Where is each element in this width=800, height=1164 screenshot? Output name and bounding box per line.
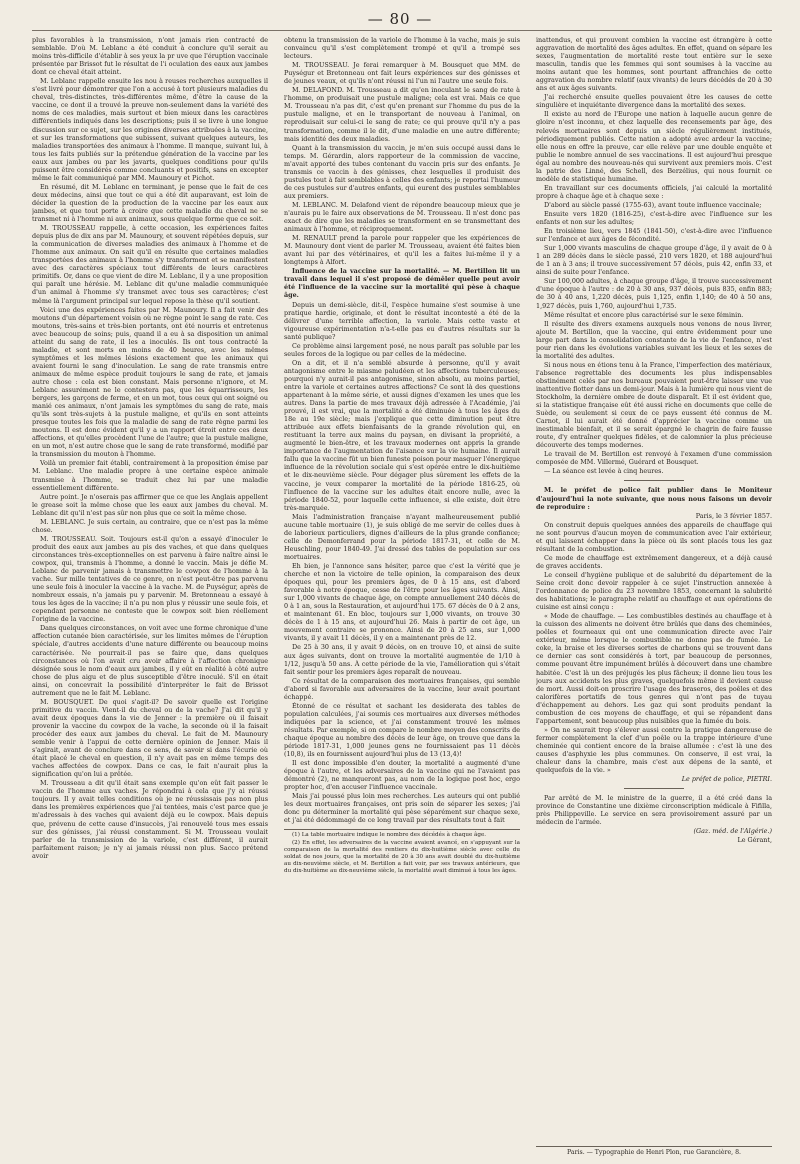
paragraph: Par arrêté de M. le ministre de la guerre, il a été créé dans la province de Constantine une dixième circonscription médicale à Fifilla, près Philippeville. Le service en sera provisoirement assuré par un médecin de l'armée. [536,794,772,827]
paragraph: D'abord au siècle passé (1755-63), avant toute influence vaccinale; [544,200,762,209]
paragraph: M. Trousseau a dit qu'il était sans exemple qu'on eût fait passer le vaccin de l'homme aux vaches. Je répondrai à cela que j'y ai réussi toujours. Il y avait telles conditions où je ne réussissais pas non plus dans les premières expériences que j'ai tentées, mais c'est parce que je m'adressais à des vaches qui avaient déjà eu le cowpox. Mais depuis que, prévenu de cette cause d'insuccès, j'ai renouvelé tous mes essais sur des génisses, j'ai réussi constamment. Si M. Trousseau voulait parler de la transmission de la variole, c'est différent, il aurait parfaitement raison; je n'y ai jamais réussi non plus. Sacco prétend avoir [32,779,268,860]
paragraph: En travaillant sur ces documents officiels, j'ai calculé la mortalité propre à chaque âge et à chaque sexe : [536,183,772,200]
paragraph: Quant à la transmission du vaccin, je m'en suis occupé aussi dans le temps. M. Gérardin, alors rapporteur de la commission de vaccine, m'avait apporté des tubes contenant du vaccin pris sur des enfants. Je transmis ce vaccin à des génisses, chez lesquelles il produisit des pustules tout à fait semblables à celles des enfants; je reportai l'humeur de ces pustules sur d'autres enfants, qui eurent des pustules semblables aux premiers. [284,143,520,200]
paragraph: Il résulte des divers examens auxquels nous venons de nous livrer, ajoute M. Bertillon, que la vaccine, qui entre évidemment pour une large part dans la consolidation constante de la vie de l'enfance, n'est pour rien dans les évolutions variables suivant les lieux et les sexes de la mortalité des adultes. [536,319,772,360]
paragraph: Autre point. Je n'oserais pas affirmer que ce que les Anglais appellent le grease soit la même chose que les eaux aux jambes du cheval. M. Leblanc dit qu'il n'est pas sûr non plus que ce soit la même chose. [32,492,268,517]
paragraph: Il existe au nord de l'Europe une nation à laquelle aucun genre de gloire n'est inconnu, et chez laquelle des recensements par âge, des relevés mortuaires sont depuis un siècle régulièrement institués, périodiquement publiés. Cette nation a adopté avec ardeur la vaccine; elle nous en offre la preuve, car elle relève par une double enquête et publie le nombre annuel de ses vaccinations. Il est aujourd'hui presque égal au nombre des nouveau-nés qui survivent aux premiers mois. C'est la patrie des Linné, des Schell, des Berzélius, qui nous fournit ce modèle de statistique humaine. [536,110,772,183]
paragraph: De 25 à 30 ans, il y avait 9 décès, on en trouve 10, et ainsi de suite aux âges suivants, dont on trouve la mortalité augmentée de 1/10 à 1/12, jusqu'à 50 ans. À cette période de la vie, l'amélioration qui s'était fait sentir pour les premiers âges reparaît de nouveau. [284,643,520,676]
paragraph: M. LEBLANC. M. Delafond vient de répondre beaucoup mieux que je n'aurais pu le faire aux observations de M. Trousseau. Il n'est donc pas exact de dire que les maladies se transforment en se transmettant des animaux à l'homme, et réciproquement. [284,200,520,234]
paragraph: En troisième lieu, vers 1845 (1841-50), c'est-à-dire avec l'influence sur l'enfance et aux âges de fécondité. [536,227,772,244]
paragraph: Depuis un demi-siècle, dit-il, l'espèce humaine s'est soumise à une pratique hardie, originale, et dont le résultat incontesté a été de la délivrer d'une terrible affection, la variole. Mais cette vaste et vigoureuse expérimentation n'a-t-elle pas eu d'autres résultats sur la santé publique? [284,300,520,341]
paragraph: Le travail de M. Bertillon est renvoyé à l'examen d'une commission composée de MM. Villermé, Guérard et Bousquet. [536,450,772,467]
footnote: (1) La table mortuaire indique le nombre des décédés à chaque âge. [292,831,487,838]
gerant-signature: Le Gérant, [737,836,772,845]
paragraph: Étonné de ce résultat et sachant les desiderata des tables de population calculées, j'ai soumis ces mortuaires aux diverses méthodes indiquées par la science, et j'ai constamment trouvé les mêmes résultats. Par exemple, si on compare le nombre moyen des conscrits de chaque époque au nombre des décès de leur âge, on trouve que dans la période 1817-31, 1,000 jeunes gens ne fournissaient pas 11 décès (10,8), ils en fournissent aujourd'hui plus de 13 (13,4)! [284,701,520,759]
paragraph: Voilà un premier fait établi, contrairement à la proposition émise par M. Leblanc. Une maladie propre à une certaine espèce animale transmise à l'homme, se traduit chez lui par une maladie essentiellement différente. [32,459,268,492]
printer-imprint: Paris. — Typographie de Henri Plon, rue Garancière, 8. [567,1149,741,1156]
paragraph: Sur 100,000 adultes, à chaque groupe d'âge, il trouve successivement d'une époque à l'autre : de 20 à 30 ans, 937 décès, puis 835, enfin 883; de 30 à 40 ans, 1,220 décès, puis 1,125, enfin 1,140; de 40 à 50 ans, 1,927 décès, puis 1,760, aujourd'hui 1,735. [536,277,772,310]
separator-rule [624,480,684,481]
paragraph: Même résultat et encore plus caractérisé sur le sexe féminin. [544,310,744,319]
paragraph: M. TROUSSEAU. Soit. Toujours est-il qu'on a essayé d'inoculer le produit des eaux aux jambes au pis des vaches, et que dans quelques circonstances très-exceptionnelles on est parvenu à faire naître ainsi le cowpox, qui, transmis à l'homme, a donné le vaccin. Mais je défie M. Leblanc de parvenir jamais à transmettre le cowpox de l'homme à la vache. Sur mille tentatives de ce genre, on n'est peut-être pas parvenu une seule fois à inoculer la vaccine à la vache. M. de Puységur, après de nombreux essais, n'a jamais pu y parvenir. M. Bretonneau a essayé à tous les âges de la vaccine; il n'a pu non plus y réussir une seule fois, et cependant personne ne conteste que le cowpox soit bien réellement l'origine de la vaccine. [32,534,268,624]
notice-signature: Le préfet de police, PIETRI. [681,775,772,784]
paragraph: M. TROUSSEAU. Je ferai remarquer à M. Bousquet que MM. de Puységur et Bretonneau ont fait leurs expériences sur des génisses et de jeunes veaux, et qu'ils n'ont réussi ni l'un ni l'autre une seule fois. [284,61,520,86]
footnote: (2) En effet, les adversaires de la vaccine avaient avancé, en s'appuyant sur la comparaison de la mortalité des rentiers du dix-huitième siècle avec celle du soldat de nos jours, que la mortalité de 20 à 30 ans avait doublé du dix-huitième au dix-neuvième siècle, et M. Bertillon a fait voir, par ses travaux antérieurs, que du dix-huitième au dix-neuvième siècle, la mortalité avait diminué à tous les âges. [284,839,520,874]
paragraph: Le conseil d'hygiène publique et de salubrité du département de la Seine croit donc devoir rappeler à ce sujet l'instruction annexée à l'ordonnance de police du 23 novembre 1853, concernant la salubrité des habitations; le paragraphe relatif au chauffage et aux opérations de cuisine est ainsi conçu : [536,570,772,612]
paragraph: Mais l'administration française n'ayant malheureusement publié aucune table mortuaire (1), je suis obligé de me servir de celles dues à de laborieux particuliers, dignes d'ailleurs de la plus grande confiance; celle de Demonferrand pour la période 1817-31, et celle de M. Heuschling, pour 1840-49. J'ai dressé des tables de population sur ces mortuaires. [284,512,520,561]
top-rule [32,30,772,31]
paragraph: Ce mode de chauffage est extrêmement dangereux, et a déjà causé de graves accidents. [536,553,772,570]
column-1 [32,36,268,1146]
column-3 [536,36,772,1146]
paragraph: En résumé, dit M. Leblanc en terminant, je pense que le fait de ces deux médecins, ainsi que tout ce qui a été dit auparavant, est loin de décider la question de la production de la vaccine par les eaux aux jambes, et que tout porte à croire que cette maladie du cheval ne se transmet ni à l'homme ni aux animaux, sous quelque forme que ce soit. [32,182,268,224]
paragraph: Ensuite vers 1820 (1816-25), c'est-à-dire avec l'influence sur les enfants et non sur les adultes; [536,209,772,227]
column-2 [284,36,520,1146]
paragraph: M. DELAFOND. M. Trousseau a dit qu'en inoculant le sang de rate à l'homme, on produisait une pustule maligne; cela est vrai. Mais ce que M. Trousseau n'a pas dit, c'est qu'en prenant sur l'homme du pus de la pustule maligne, et en le transportant de nouveau à l'animal, on reproduisait sur celui-ci le sang de rate; ce qui prouve qu'il n'y a pas transformation, comme il le dit, d'une maladie en une autre différente; mais identité des deux maladies. [284,86,520,143]
paragraph: On a dit, et il n'a semblé absurde à personne, qu'il y avait antagonisme entre le miasme paludéen et les affections tuberculeuses; pourquoi n'y aurait-il pas antagonisme, sinon absolu, au moins partiel, entre la variole et certaines autres affections? Ce sont là des questions appartenant à la même série, et aussi dignes d'examen les unes que les autres. Dans la partie de mes travaux déjà adressée à l'Académie, j'ai prouvé, il est vrai, que la mortalité a été diminuée à tous les âges du 18e au 19e siècle; mais j'explique que cette diminution peut être attribuée aux effets bienfaisants de la grande révolution qui, en restituant la terre aux mains du paysan, en divisant la propriété, a augmenté le bien-être, et les travaux modernes ont appris la grande importance de l'augmentation de l'aisance sur la vie humaine. Il aurait fallu que la vaccine fût un bien funeste poison pour masquer l'énergique influence de la révolution sociale qui s'est opérée entre le dix-huitième et le dix-neuvième siècle. Pour dégager plus sûrement les effets de la vaccine, je veux comparer la mortalité de la période 1816-25, où l'influence de la vaccine sur les adultes était encore nulle, avec la période 1840-52, pour laquelle cette influence, si elle existe, doit être très-marquée. [284,358,520,512]
paragraph: Si nous nous en étions tenu à la France, l'imperfection des matériaux, l'absence regrettable des documents les plus indispensables obstinément celés par nos bureaux pouvaient peut-être laisser une vue inattentive flotter dans un demi-jour. Mais à la lumière qui nous vient de Stockholm, la dernière ombre de doute disparaît. Et il est évident que, si la statistique française eût été aussi riche en documents que celle de Suède, ou seulement si ceux de ce pays eussent été connus de M. Carnot, il lui aurait été donné d'apprécier la vaccine comme un inestimable bienfait, et il se serait épargné le chagrin de faire fausse route, d'y entraîner quelques fidèles, et de calomnier la plus précieuse découverte des temps modernes. [536,360,772,450]
paragraph: Ce résultat de la comparaison des mortuaires françaises, qui semble d'abord si favorable aux adversaires de la vaccine, leur avait pourtant échappé. [284,676,520,701]
paragraph: » On ne saurait trop s'élever aussi contre la pratique dangereuse de fermer complètement la clef d'un poêle ou la trappe intérieure d'une cheminée qui contient encore de la braise allumée : c'est là une des causes d'asphyxie les plus communes. On conserve, il est vrai, la chaleur dans la chambre, mais c'est aux dépens de la santé, et quelquefois de la vie. » [536,725,772,775]
paragraph: Mais j'ai poussé plus loin mes recherches. Les auteurs qui ont publié les deux mortuaires françaises, ont pris soin de séparer les sexes; j'ai donc pu déterminer la mortalité qui pèse séparément sur chaque sexe, et j'ai été dédommagé de ce long travail par des résultats tout à fait [284,792,520,825]
section-heading-paragraph: Influence de la vaccine sur la mortalité. — M. Bertillon lit un travail dans lequel il s'est proposé de démêler quelle peut avoir été l'influence de la vaccine sur la mortalité qui pèse à chaque âge. [284,267,520,300]
imprint-rule [536,1146,772,1147]
paragraph: Ce problème ainsi largement posé, ne nous paraît pas soluble par les seules forces de la logique ou par celles de la médecine. [284,341,520,358]
paragraph: Voici une des expériences faites par M. Maunoury. Il a fait venir des moutons d'un département voisin où ne règne point le sang de rate. Ces moutons, très-sains et très-bien portants, ont été nourris et entretenus avec beaucoup de soins; puis, quand il a eu à sa disposition un animal atteint du sang de rate, il les a inoculés. Ils ont tous contracté la maladie, et sont morts en moins de 40 heures, avec les mêmes symptômes et les mêmes lésions exactement que les animaux qui avaient fourni le sang d'inoculation. Le sang de rate transmis entre animaux de même espèce produit toujours le sang de rate, et jamais autre chose : cela est bien constant. Mais personne n'ignore, et M. Leblanc assurément ne le contestera pas, que les équarrisseurs, les bergers, les garçons de ferme, et en un mot, tous ceux qui ont soigné ou manié ces animaux, n'ont jamais les symptômes du sang de rate, mais qu'ils sont très-sujets à la pustule maligne, et qu'ils en sont atteints presque toutes les fois que la maladie de sang de rate règne parmi les moutons. Il est donc évident qu'il y a un rapport étroit entre ces deux affections, et qu'elles procèdent l'une de l'autre; que la pustule maligne, en un mot, n'est autre chose que le sang de rate transformé, modifié par la transmission du mouton à l'homme. [32,305,268,459]
notice-intro: M. le préfet de police fait publier dans le Moniteur d'aujourd'hui la note suivante, que nous nous faisons un devoir de reproduire : [536,486,772,511]
paragraph: Dans quelques circonstances, on voit avec une forme chronique d'une affection cutanée bien caractérisée, sur les limites mêmes de l'éruption spéciale, d'autres accidents d'une nature différente ou beaucoup moins caractérisée. Ne pourrait-il pas se faire que, dans quelques circonstances où l'on avait cru avoir affaire à l'affection chronique désignée sous le nom d'eaux aux jambes, il y eût en réalité à côté autre chose de plus aigu et de plus susceptible d'être inoculé. S'il en était ainsi, on concevrait la possibilité d'interpréter le fait de Brissot autrement que ne le fait M. Leblanc. [32,624,268,697]
paragraph: M. LEBLANC. Je suis certain, au contraire, que ce n'est pas la même chose. [32,517,268,534]
paragraph: Eh bien, je l'annonce sans hésiter, parce que c'est la vérité que je cherche et non la victoire de telle opinion, la comparaison des deux époques qui, pour les premiers âges, de 0 à 15 ans, est d'abord favorable à notre époque, cesse de l'être pour les âges suivants. Ainsi, sur 1,000 vivants de chaque âge, on compte annuellement 240 décès de 0 à 1 an, sous la Restauration, et aujourd'hui 175. 67 décès de 0 à 2 ans, et maintenant 61. En bloc, toujours sur 1,000 vivants, on trouve 30 décès de 1 à 15 ans, et aujourd'hui 26. Mais à partir de cet âge, un mouvement contraire se prononce. Ainsi de 20 à 25 ans, sur 1,000 vivants, il y avait 11 décès, il y en a maintenant près de 12. [284,562,520,643]
separator-rule [624,788,684,789]
source-citation: (Gaz. méd. de l'Algérie.) [693,827,772,836]
paragraph: Sur 1,000 vivants masculins de chaque groupe d'âge, il y avait de 0 à 1 an 289 décès dans le siècle passé, 210 vers 1820, et 188 aujourd'hui de 1 an à 3 ans; il trouve successivement 57 décès, puis 42, enfin 33, et ainsi de suite pour l'enfance. [536,244,772,277]
paragraph: M. TROUSSEAU rappelle, à cette occasion, les expériences faites depuis plus de dix ans par M. Maunoury, et souvent répétées depuis, sur la communication de diverses maladies des animaux à l'homme et de l'homme aux animaux. On sait qu'il en résulte que certaines maladies transportées des animaux à l'homme s'y transforment et se manifestent avec des caractères spéciaux tout différents de leurs caractères primitifs. Or, dans ce que vient de dire M. Leblanc, il y a une proposition qui paraît une hérésie. M. Leblanc dit qu'une maladie communiquée d'un animal à l'homme s'y transmet avec tous ses caractères; c'est même là l'argument principal sur lequel repose la thèse qu'il soutient. [32,224,268,305]
page-number: — 80 — [367,10,433,28]
paragraph: M. Leblanc rappelle ensuite les nou à reuses recherches auxquelles il s'est livré pour démontrer que l'on a accusé à tort plusieurs maladies du cheval, très-distinctes, très-différentes même, d'être la cause de la vaccine, ce dont il a trouvé la preuve non-seulement dans la variété des noms de ces maladies, mais surtout et bien mieux dans les caractères différentiels indiqués dans les descriptions; puis il se livre à une longue discussion sur ce sujet, sur les origines diverses attribuées à la vaccine, et sur les transformations que subissent, suivant quelques auteurs, les maladies transportées des animaux à l'homme. Il manque, suivant lui, à tous les faits publiés sur la prétendue génération de la vaccine par les eaux aux jambes ou par les javarts, quelques conditions pour qu'ils puissent être considérés comme concluants et positifs, sans en excepter même le fait communiqué par MM. Maunoury et Pichot. [32,77,268,182]
paragraph: obtenu la transmission de la variole de l'homme à la vache, mais je suis convaincu qu'il s'est complètement trompé et qu'il a trompé ses lecteurs. [284,36,520,61]
session-close: — La séance est levée à cinq heures. [544,467,664,476]
paragraph: « Mode de chauffage. — Les combustibles destinés au chauffage et à la cuisson des aliments ne doivent être brûlés que dans des cheminées, poêles et fourneaux qui ont une communication directe avec l'air extérieur, même lorsque le combustible ne donne pas de fumée. Le coke, la braise et les diverses sortes de charbons qui se trouvent dans ce dernier cas sont considérés à tort, par beaucoup de personnes, comme pouvant être impunément brûlés à découvert dans une chambre habitée. C'est là un des préjugés les plus fâcheux; il donne lieu tous les jours aux accidents les plus graves, quelquefois même il devient cause de mort. Aussi doit-on proscrire l'usage des braseros, des poêles et des calorifères portatifs de tous genres qui n'ont pas de tuyau d'échappement au dehors. Les gaz qui sont produits pendant la combustion de ces moyens de chauffage, et qui se répandent dans l'appartement, sont beaucoup plus nuisibles que la fumée du bois. [536,612,772,725]
paragraph: Il est donc impossible d'en douter, la mortalité a augmenté d'une époque à l'autre, et les adversaires de la vaccine qui ne l'avaient pas démontré (2), ne manqueront pas, au nom de la logique post hoc, ergo propter hoc, d'en accuser l'influence vaccinale. [284,759,520,792]
paragraph: inattendus, et qui prouvent combien la vaccine est étrangère à cette aggravation de mortalité des âges adultes. En effet, quand on sépare les sexes, l'augmentation de mortalité reste tout entière sur le sexe masculin, tandis que les femmes qui sont soumises à la vaccine au moins autant que les hommes, sont pourtant affranchies de cette aggravation du nombre relatif (aux vivants) de leurs décédés de 20 à 30 ans et aux âges suivants. [536,36,772,93]
paragraph: M. RENAULT prend la parole pour rappeler que les expériences de M. Maunoury dont vient de parler M. Trousseau, avaient été faites bien avant lui par des vétérinaires, et qu'il les a faites lui-même il y a longtemps à Alfort. [284,234,520,267]
footnotes [284,829,520,875]
paragraph: On construit depuis quelques années des appareils de chauffage qui ne sont pourvus d'aucun moyen de communication avec l'air extérieur, et qui laissent échapper dans la pièce où ils sont placés tous les gaz résultant de la combustion. [536,520,772,553]
paragraph: J'ai recherché ensuite quelles pouvaient être les causes de cette singulière et inquiétante divergence dans la mortalité des sexes. [536,93,772,110]
notice-dateline: Paris, le 3 février 1857. [695,511,772,520]
paragraph: plus favorables à la transmission, n'ont jamais rien contracté de semblable. D'où M. Leblanc a été conduit à conclure qu'il serait au moins très-difficile d'établir à ses yeux la pr uve que l'éruption vaccinale présentée par Brissot fut le résultat de l'i oculation des eaux aux jambes dont ce cheval était atteint. [32,36,268,77]
paragraph: M. BOUSQUET. De quoi s'agit-il? De savoir quelle est l'origine primitive du vaccin. Vient-il du cheval ou de la vache? J'ai dit qu'il y avait deux époques dans la vie de Jenner : la première où il faisait provenir la vaccine du cowpox de la vache, la seconde où il la faisait procéder des eaux aux jambes du cheval. Le fait de M. Maunoury semble venir à l'appui de cette dernière opinion de Jenner. Mais il s'agirait, avant de conclure dans ce sens, de savoir si dans l'écurie où était placé le cheval en question, il n'y avait pas en même temps des vaches affectées de cowpox. Dans ce cas, le fait n'aurait plus la signification qu'on lui a prêtée. [32,697,268,779]
